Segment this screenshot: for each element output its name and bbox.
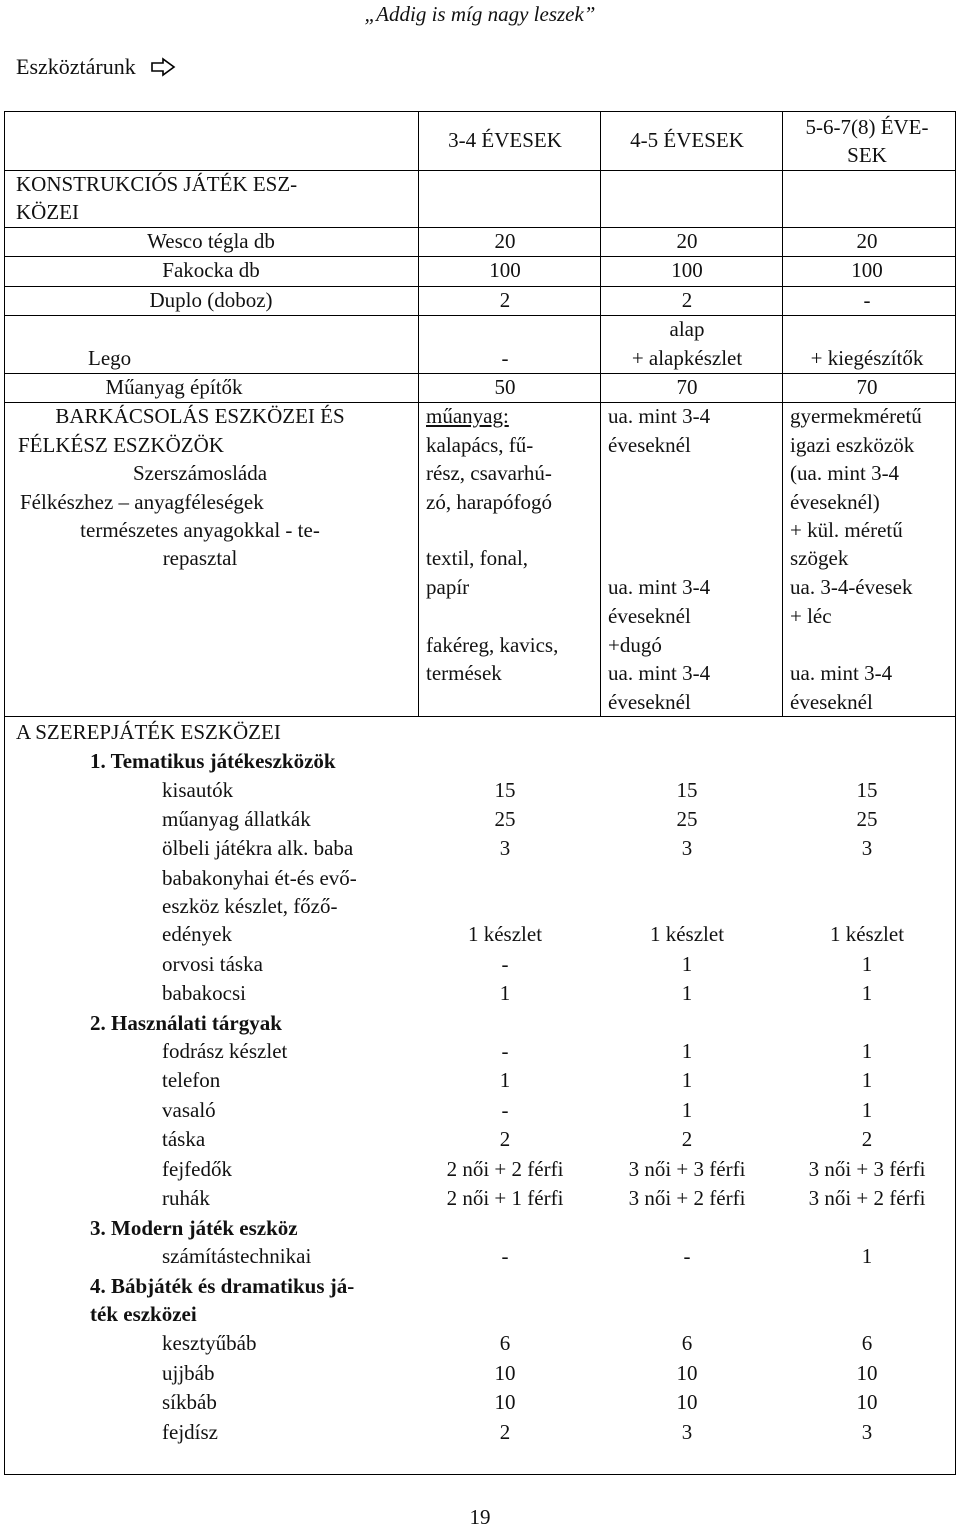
roleplay-row-value: 2 <box>681 1127 693 1151</box>
roleplay-row-value: 6 <box>861 1331 873 1355</box>
crafts-col3-line: szögek <box>790 546 849 570</box>
roleplay-row-value: 2 <box>861 1127 873 1151</box>
construction-row-value: 70 <box>856 375 878 399</box>
column-header-5-6-7: 5-6-7(8) ÉVE- <box>805 115 929 139</box>
roleplay-row-value: 25 <box>494 807 516 831</box>
crafts-line: Szerszámosláda <box>132 461 268 485</box>
crafts-col3-line: (ua. mint 3-4 <box>790 461 900 485</box>
roleplay-row-value: 10 <box>856 1390 878 1414</box>
roleplay-row-value: - <box>501 952 509 976</box>
construction-row-value: 100 <box>851 258 883 282</box>
roleplay-row-value: - <box>501 1098 509 1122</box>
crafts-col3-line: igazi eszközök <box>790 433 915 457</box>
construction-row-label: Lego <box>88 346 132 370</box>
construction-row-value: 2 <box>499 288 511 312</box>
roleplay-row-label: babakonyhai ét-és evő- <box>162 866 357 890</box>
roleplay-row-value: 10 <box>494 1390 516 1414</box>
roleplay-row-value: 1 <box>861 1098 873 1122</box>
crafts-col2-line: ua. mint 3-4 <box>608 661 711 685</box>
roleplay-row-value: 6 <box>681 1331 693 1355</box>
roleplay-group-title: 4. Bábjáték és dramatikus já- <box>90 1274 355 1298</box>
roleplay-row-label: ölbeli játékra alk. baba <box>162 836 354 860</box>
roleplay-row-label: eszköz készlet, főző- <box>162 894 338 918</box>
crafts-col2-line: ua. mint 3-4 <box>608 575 711 599</box>
roleplay-group-title: ték eszközei <box>90 1302 197 1326</box>
roleplay-row-value: 25 <box>856 807 878 831</box>
roleplay-row-label: edények <box>162 922 232 946</box>
page-number: 19 <box>469 1505 491 1529</box>
crafts-col1-line: rész, csavarhú- <box>426 461 552 485</box>
roleplay-row-value: 1 <box>861 1244 873 1268</box>
roleplay-row-value: 15 <box>676 778 698 802</box>
crafts-col2-line: ua. mint 3-4 <box>608 404 711 428</box>
crafts-col2-line: +dugó <box>608 633 662 657</box>
crafts-col1-line: zó, harapófogó <box>426 490 552 514</box>
roleplay-row-value: 1 készlet <box>467 922 543 946</box>
construction-row-value: - <box>863 288 871 312</box>
crafts-col3-line: éveseknél <box>790 690 873 714</box>
crafts-col3-line: ua. mint 3-4 <box>790 661 893 685</box>
roleplay-row-value: - <box>501 1039 509 1063</box>
roleplay-row-value: 1 <box>499 1068 511 1092</box>
crafts-col2-line: éveseknél <box>608 690 691 714</box>
roleplay-row-value: 3 női + 2 férfi <box>628 1186 746 1210</box>
section-title <box>16 54 176 80</box>
roleplay-row-value: 1 <box>861 1039 873 1063</box>
roleplay-group-title: 1. Tematikus játékeszközök <box>90 749 336 773</box>
crafts-line: Félkészhez – anyagféleségek <box>20 490 264 514</box>
roleplay-row-label: fejdísz <box>162 1420 218 1444</box>
construction-row-label: Műanyag építők <box>105 375 243 399</box>
roleplay-row-value: 10 <box>494 1361 516 1385</box>
roleplay-row-value: 1 <box>861 981 873 1005</box>
roleplay-row-value: 3 <box>681 836 693 860</box>
roleplay-row-value: 2 <box>499 1127 511 1151</box>
crafts-line: természetes anyagokkal - te- <box>80 518 320 542</box>
roleplay-row-value: 1 <box>681 981 693 1005</box>
roleplay-row-value: 10 <box>676 1361 698 1385</box>
roleplay-row-label: ujjbáb <box>162 1361 215 1385</box>
construction-row-label: Fakocka db <box>162 258 260 282</box>
roleplay-row-label: számítástechnikai <box>162 1244 312 1268</box>
roleplay-row-value: 1 <box>681 1068 693 1092</box>
crafts-line: repasztal <box>162 546 238 570</box>
grid-vertical-line <box>418 111 419 716</box>
roleplay-row-value: 3 <box>499 836 511 860</box>
roleplay-row-label: fejfedők <box>162 1157 232 1181</box>
roleplay-row-label: telefon <box>162 1068 221 1092</box>
grid-horizontal-line <box>4 315 956 316</box>
roleplay-row-value: 1 készlet <box>829 922 905 946</box>
roleplay-group-title: 2. Használati tárgyak <box>90 1011 282 1035</box>
roleplay-row-value: 3 női + 3 férfi <box>628 1157 746 1181</box>
crafts-col3-line: + kül. méretű <box>790 518 903 542</box>
construction-heading-line2: KÖZEI <box>16 200 79 224</box>
construction-row-value: 50 <box>494 375 516 399</box>
roleplay-row-value: 15 <box>494 778 516 802</box>
roleplay-heading: A SZEREPJÁTÉK ESZKÖZEI <box>16 720 281 744</box>
roleplay-row-value: 6 <box>499 1331 511 1355</box>
roleplay-row-label: babakocsi <box>162 981 246 1005</box>
roleplay-row-value: 1 készlet <box>649 922 725 946</box>
roleplay-row-value: 3 <box>861 1420 873 1444</box>
crafts-col2-line: éveseknél <box>608 604 691 628</box>
construction-row-value: + kiegészítők <box>810 346 924 370</box>
roleplay-row-label: fodrász készlet <box>162 1039 288 1063</box>
construction-row-label: Duplo (doboz) <box>149 288 273 312</box>
roleplay-row-value: 1 <box>499 981 511 1005</box>
construction-row-value: alap <box>669 317 705 341</box>
crafts-col2-line: éveseknél <box>608 433 691 457</box>
crafts-col1-line: fakéreg, kavics, <box>426 633 559 657</box>
roleplay-row-label: kesztyűbáb <box>162 1331 257 1355</box>
construction-row-value: 100 <box>671 258 703 282</box>
roleplay-row-label: kisautók <box>162 778 234 802</box>
grid-vertical-line <box>600 111 601 716</box>
roleplay-row-value: 3 női + 2 férfi <box>808 1186 926 1210</box>
roleplay-row-label: műanyag állatkák <box>162 807 311 831</box>
roleplay-row-label: táska <box>162 1127 206 1151</box>
roleplay-row-value: 3 női + 3 férfi <box>808 1157 926 1181</box>
roleplay-row-value: 3 <box>861 836 873 860</box>
roleplay-row-label: vasaló <box>162 1098 216 1122</box>
outline-right-arrow-icon <box>150 57 176 77</box>
crafts-line: BARKÁCSOLÁS ESZKÖZEI ÉS <box>55 404 345 428</box>
column-header-4-5: 4-5 ÉVESEK <box>630 128 744 152</box>
construction-row-value: 70 <box>676 375 698 399</box>
roleplay-row-value: 2 női + 1 férfi <box>446 1186 564 1210</box>
roleplay-group-title: 3. Modern játék eszköz <box>90 1216 298 1240</box>
column-header-5-6-7-line2: SEK <box>847 143 887 167</box>
roleplay-row-value: 2 <box>499 1420 511 1444</box>
construction-row-value: - <box>501 346 509 370</box>
crafts-col3-line: + léc <box>790 604 832 628</box>
roleplay-row-value: - <box>683 1244 691 1268</box>
construction-row-value: 20 <box>494 229 516 253</box>
roleplay-row-value: 1 <box>861 952 873 976</box>
construction-row-value: 20 <box>856 229 878 253</box>
column-header-3-4: 3-4 ÉVESEK <box>448 128 562 152</box>
section-title-text: Eszköztárunk <box>16 54 136 79</box>
roleplay-row-value: 10 <box>856 1361 878 1385</box>
crafts-col1-line: termések <box>426 661 502 685</box>
construction-row-label: Wesco tégla db <box>147 229 275 253</box>
crafts-col3-line: ua. 3-4-évesek <box>790 575 913 599</box>
roleplay-row-label: ruhák <box>162 1186 210 1210</box>
roleplay-row-label: síkbáb <box>162 1390 217 1414</box>
roleplay-row-value: 2 női + 2 férfi <box>446 1157 564 1181</box>
crafts-col3-line: gyermekméretű <box>790 404 922 428</box>
roleplay-row-value: - <box>501 1244 509 1268</box>
crafts-col1-line: papír <box>426 575 470 599</box>
roleplay-row-label: orvosi táska <box>162 952 263 976</box>
roleplay-row-value: 1 <box>681 1098 693 1122</box>
crafts-col1-line: textil, fonal, <box>426 546 529 570</box>
roleplay-row-value: 25 <box>676 807 698 831</box>
running-header: „Addig is míg nagy leszek” <box>364 2 596 26</box>
roleplay-row-value: 1 <box>681 1039 693 1063</box>
construction-row-value: 20 <box>676 229 698 253</box>
crafts-col1-line: kalapács, fű- <box>426 433 534 457</box>
roleplay-row-value: 1 <box>861 1068 873 1092</box>
roleplay-row-value: 3 <box>681 1420 693 1444</box>
crafts-col3-line: éveseknél) <box>790 490 880 514</box>
roleplay-row-value: 1 <box>681 952 693 976</box>
crafts-line: FÉLKÉSZ ESZKÖZÖK <box>18 433 224 457</box>
construction-row-value: + alapkészlet <box>631 346 743 370</box>
roleplay-row-value: 10 <box>676 1390 698 1414</box>
grid-vertical-line <box>782 111 783 716</box>
crafts-col1-line: műanyag: <box>426 404 509 428</box>
roleplay-row-value: 15 <box>856 778 878 802</box>
construction-row-value: 100 <box>489 258 521 282</box>
construction-heading: KONSTRUKCIÓS JÁTÉK ESZ- <box>16 172 298 196</box>
construction-row-value: 2 <box>681 288 693 312</box>
